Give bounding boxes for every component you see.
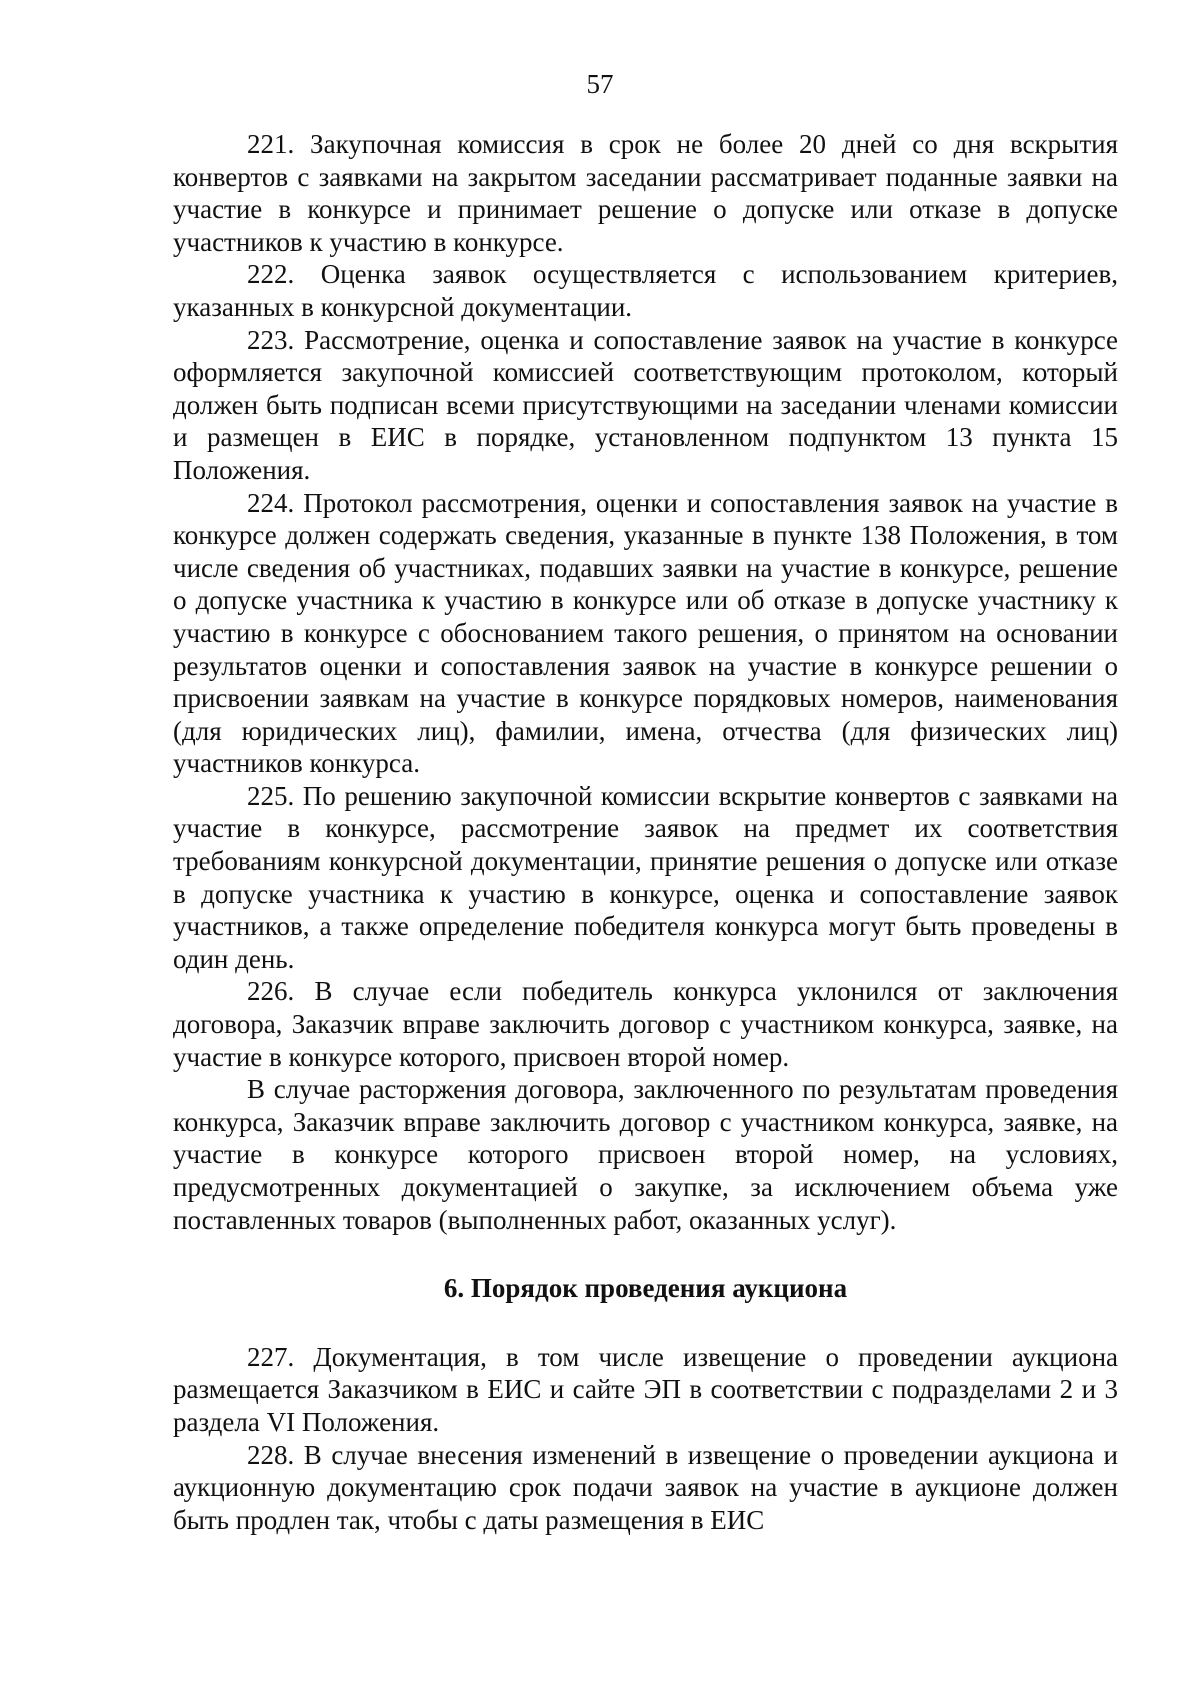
section-heading: 6. Порядок проведения аукциона <box>443 1273 848 1304</box>
paragraph-222: 222. Оценка заявок осуществляется с использованием критериев, указанных в конкурсной документации. <box>173 259 1118 322</box>
paragraph-221: 221. Закупочная комиссия в срок не более 20 дней со дня вскрытия конвертов с заявками на закрытом заседании рассматривает поданные заявки на участие в конкурсе и принимает решение о допуске или отказе в допуске участников к участию в конкурсе. <box>173 129 1118 257</box>
paragraph-226: 226. В случае если победитель конкурса уклонился от заключения договора, Заказчик вправе заключить договор с участником конкурса, заявке, на участие в конкурсе которого, присвоен второй номер. <box>173 976 1118 1072</box>
paragraph-223: 223. Рассмотрение, оценка и сопоставление заявок на участие в конкурсе оформляется закупочной комиссией соответствующим протоколом, который должен быть подписан всеми присутствующими на заседании членами комиссии и размещен в ЕИС в порядке, установленном подпунктом 13 пункта 15 Положения. <box>173 324 1118 485</box>
paragraph-228: 228. В случае внесения изменений в извещение о проведении аукциона и аукционную документацию срок подачи заявок на участие в аукционе должен быть продлен так, чтобы с даты размещения в ЕИС <box>173 1439 1118 1535</box>
paragraph-227: 227. Документация, в том числе извещение о проведении аукциона размещается Заказчиком в ЕИС и сайте ЭП в соответствии с подразделами 2 и 3 раздела VI Положения. <box>173 1341 1118 1437</box>
paragraph-225: 225. По решению закупочной комиссии вскрытие конвертов с заявками на участие в конкурсе, рассмотрение заявок на предмет их соответствия требованиям конкурсной документации, принятие решения о допуске или отказе в допуске участника к участию в конкурсе, оценка и сопоставление заявок участников, а также определение победителя конкурса могут быть проведены в один день. <box>173 780 1118 974</box>
paragraph-224: 224. Протокол рассмотрения, оценки и сопоставления заявок на участие в конкурсе должен содержать сведения, указанные в пункте 138 Положения, в том числе сведения об участниках, подавших заявки на участие в конкурсе, решение о допуске участника к участию в конкурсе или об отказе в допуске участнику к участию в конкурсе с обоснованием такого решения, о принятом на основании результатов оценки и сопоставления заявок на участие в конкурсе решении о присвоении заявкам на участие в конкурсе порядковых номеров, наименования (для юридических лиц), фамилии, имена, отчества (для физических лиц) участников конкурса. <box>173 487 1118 779</box>
document-body <box>173 128 1118 1536</box>
page-number: 57 <box>586 69 614 99</box>
paragraph-226-continued: В случае расторжения договора, заключенного по результатам проведения конкурса, Заказчик вправе заключить договор с участником конкурса, заявке, на участие в конкурсе которого присвоен второй номер, на условиях, предусмотренных документацией о закупке, за исключением объема уже поставленных товаров (выполненных работ, оказанных услуг). <box>173 1074 1118 1235</box>
